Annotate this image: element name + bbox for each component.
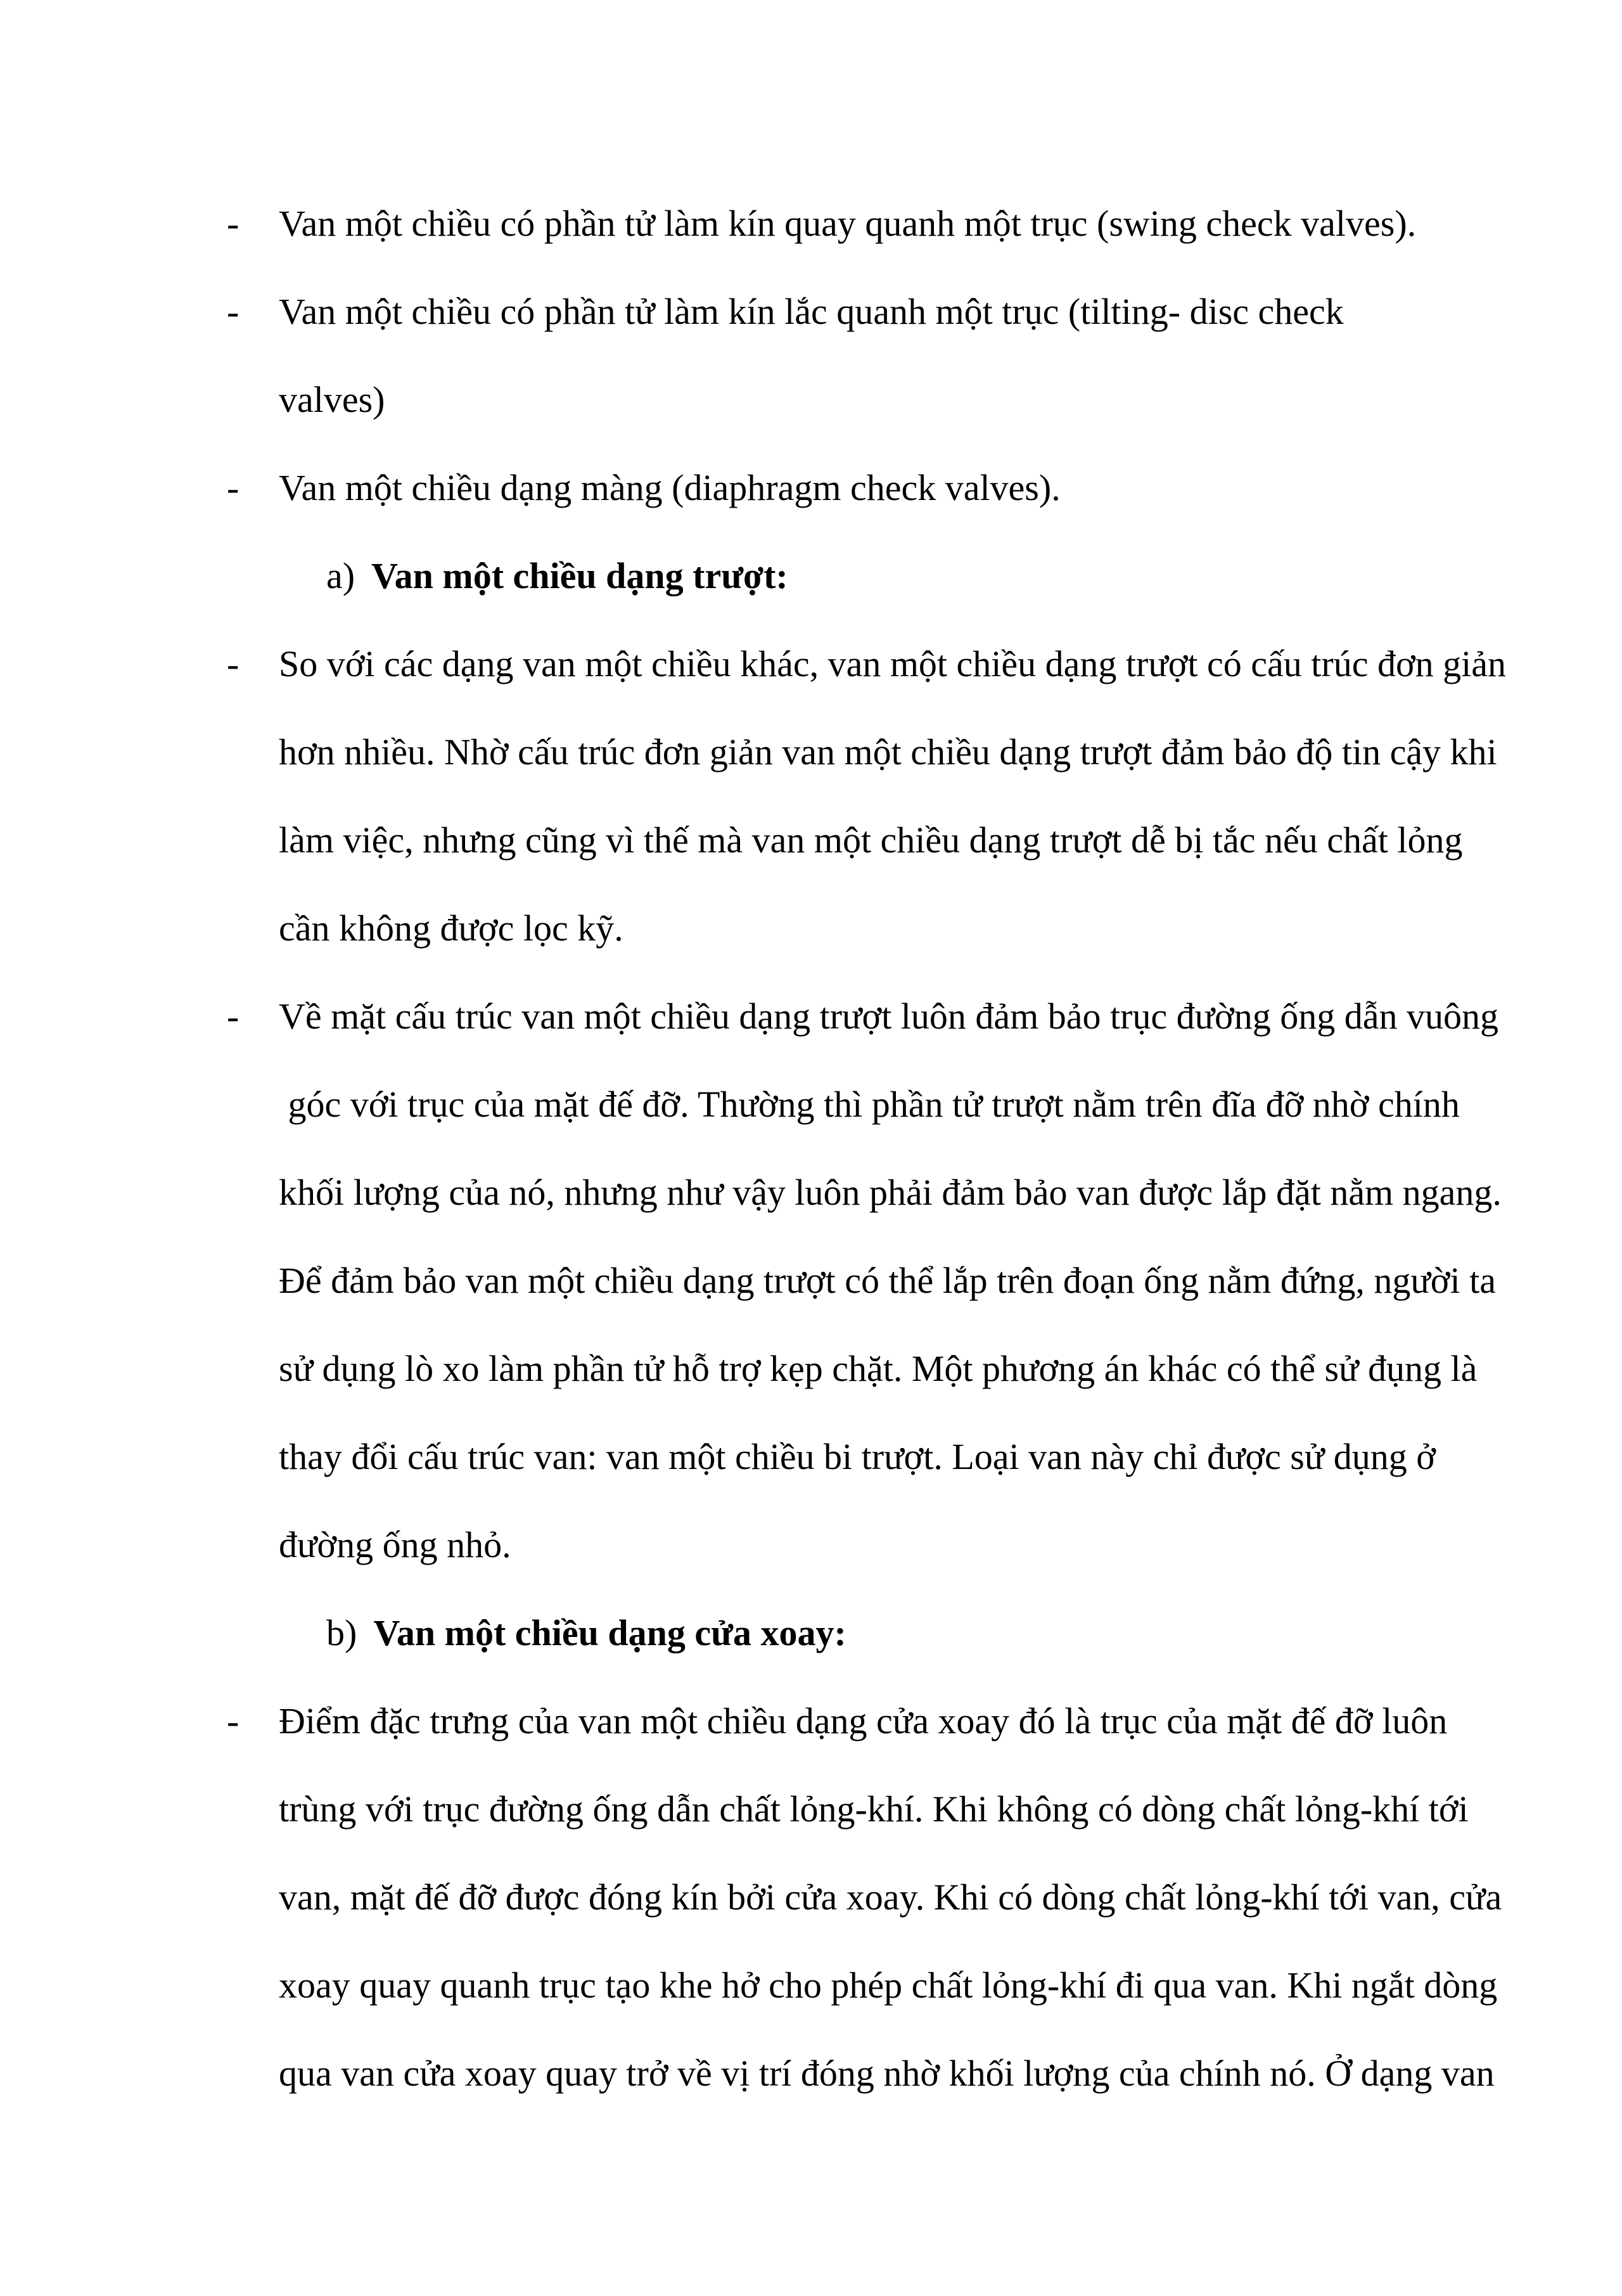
bullet-text-line: trùng với trục đường ống dẫn chất lỏng-khí. Khi không có dòng chất lỏng-khí tới — [279, 1788, 1469, 1830]
bullet-text-line: So với các dạng van một chiều khác, van một chiều dạng trượt có cấu trúc đơn giản — [279, 643, 1506, 684]
bullet-text-line: Van một chiều có phần tử làm kín quay quanh một trục (swing check valves). — [279, 203, 1417, 244]
bullet-text-line: Van một chiều dạng màng (diaphragm check valves). — [279, 467, 1061, 508]
bullet-text-line: Van một chiều có phần tử làm kín lắc quanh một trục (tilting- disc check — [279, 291, 1344, 332]
bullet-text-line: đường ống nhỏ. — [279, 1524, 511, 1565]
section-marker: b) — [326, 1612, 357, 1653]
bullet-dash: - — [227, 1700, 239, 1741]
bullet-text-line: khối lượng của nó, nhưng như vậy luôn phải đảm bảo van được lắp đặt nằm ngang. — [279, 1172, 1502, 1213]
bullet-dash: - — [227, 203, 239, 244]
bullet-text-line: Điểm đặc trưng của van một chiều dạng cửa xoay đó là trục của mặt đế đỡ luôn — [279, 1700, 1448, 1741]
bullet-text-line: hơn nhiều. Nhờ cấu trúc đơn giản van một chiều dạng trượt đảm bảo độ tin cậy khi — [279, 731, 1497, 773]
bullet-text-line: valves) — [279, 379, 385, 420]
bullet-text-line: thay đổi cấu trúc van: van một chiều bi trượt. Loại van này chỉ được sử dụng ở — [279, 1436, 1436, 1477]
bullet-dash: - — [227, 643, 239, 684]
bullet-text-line: qua van cửa xoay quay trở về vị trí đóng nhờ khối lượng của chính nó. Ở dạng van — [279, 2053, 1495, 2094]
bullet-text-line: van, mặt đế đỡ được đóng kín bởi cửa xoay. Khi có dòng chất lỏng-khí tới van, cửa — [279, 1876, 1502, 1918]
bullet-dash: - — [227, 996, 239, 1037]
section-title: Van một chiều dạng cửa xoay: — [373, 1612, 846, 1653]
section-heading-b — [326, 1611, 846, 1655]
bullet-text-line: Về mặt cấu trúc van một chiều dạng trượt luôn đảm bảo trục đường ống dẫn vuông — [279, 996, 1498, 1037]
bullet-text-line: góc với trục của mặt đế đỡ. Thường thì phần tử trượt nằm trên đĩa đỡ nhờ chính — [279, 1084, 1460, 1125]
section-heading-a — [326, 554, 788, 598]
bullet-text-line: xoay quay quanh trục tạo khe hở cho phép chất lỏng-khí đi qua van. Khi ngắt dòng — [279, 1965, 1498, 2006]
section-title: Van một chiều dạng trượt: — [371, 555, 788, 596]
section-marker: a) — [326, 555, 355, 596]
bullet-text-line: cần không được lọc kỹ. — [279, 907, 623, 949]
bullet-text-line: Để đảm bảo van một chiều dạng trượt có thể lắp trên đoạn ống nằm đứng, người ta — [279, 1260, 1496, 1301]
bullet-text-line: làm việc, nhưng cũng vì thế mà van một chiều dạng trượt dễ bị tắc nếu chất lỏng — [279, 819, 1463, 861]
bullet-dash: - — [227, 467, 239, 508]
bullet-text-line: sử dụng lò xo làm phần tử hỗ trợ kẹp chặt. Một phương án khác có thể sử đụng là — [279, 1348, 1478, 1389]
bullet-dash: - — [227, 291, 239, 332]
